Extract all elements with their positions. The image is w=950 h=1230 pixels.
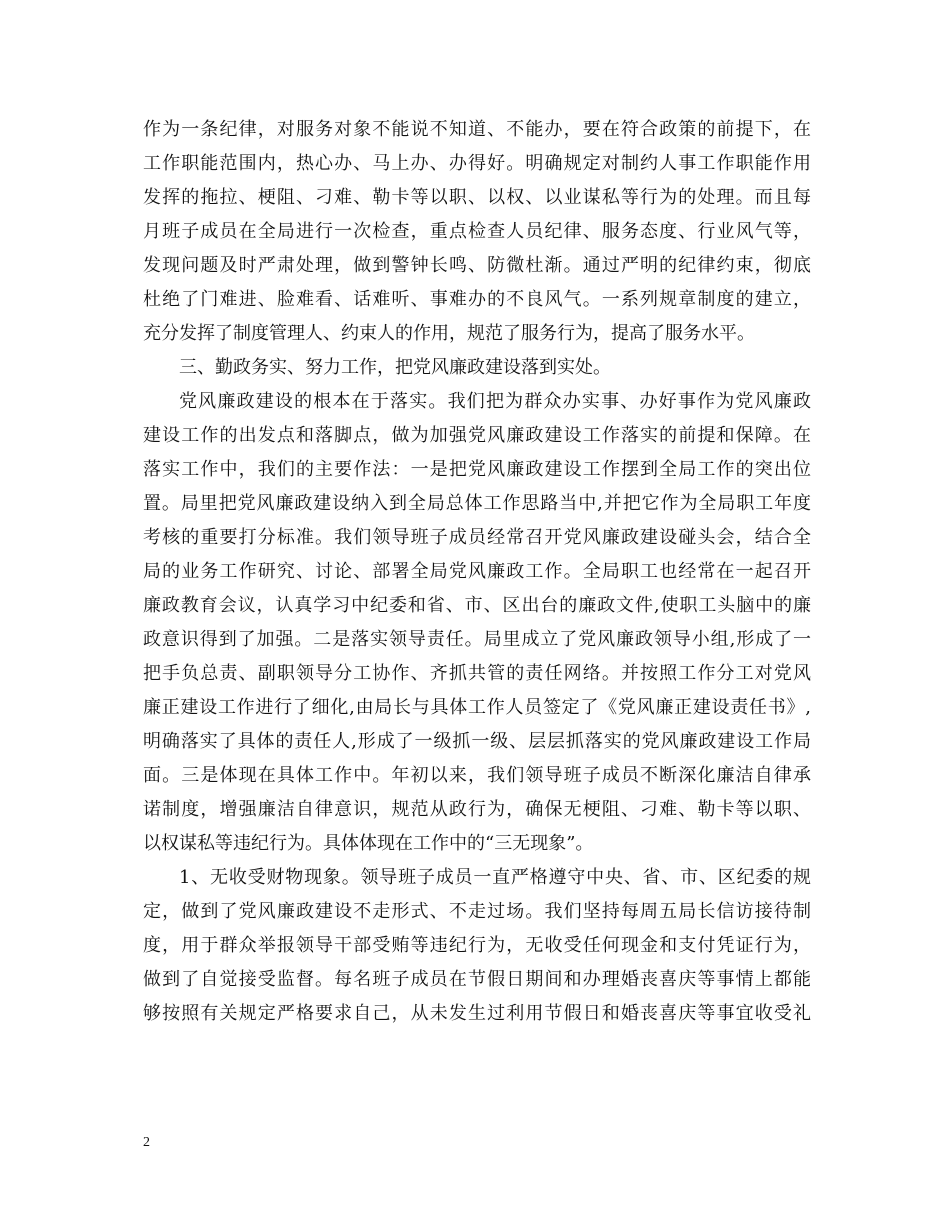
text-line: 工作职能范围内，热心办、马上办、办得好。明确规定对制约人事工作职能作用	[143, 153, 811, 174]
text-line: 作为一条纪律，对服务对象不能说不知道、不能办，要在符合政策的前提下，在	[143, 119, 811, 140]
document-body	[143, 113, 811, 1031]
text-line: 月班子成员在全局进行一次检查，重点检查人员纪律、服务态度、行业风气等，	[143, 221, 811, 242]
page-number: 2	[143, 1135, 150, 1150]
text-line: 以权谋私等违纪行为。具体体现在工作中的“三无现象”。	[143, 833, 594, 854]
text-line: 政意识得到了加强。二是落实领导责任。局里成立了党风廉政领导小组,形成了一	[143, 629, 811, 650]
text-line: 廉政教育会议，认真学习中纪委和省、市、区出台的廉政文件,使职工头脑中的廉	[143, 595, 811, 616]
text-line: 党风廉政建设的根本在于落实。我们把为群众办实事、办好事作为党风廉政	[179, 391, 811, 412]
text-line: 明确落实了具体的责任人,形成了一级抓一级、层层抓落实的党风廉政建设工作局	[143, 731, 811, 752]
text-line: 杜绝了门难进、脸难看、话难听、事难办的不良风气。一系列规章制度的建立，	[143, 289, 811, 310]
text-line: 落实工作中，我们的主要作法：一是把党风廉政建设工作摆到全局工作的突出位	[143, 459, 811, 480]
text-line: 做到了自觉接受监督。每名班子成员在节假日期间和办理婚丧喜庆等事情上都能	[143, 969, 811, 990]
text-line: 定，做到了党风廉政建设不走形式、不走过场。我们坚持每周五局长信访接待制	[143, 901, 811, 922]
section-heading: 三、勤政务实、努力工作，把党风廉政建设落到实处。	[179, 357, 611, 378]
text-line: 置。局里把党风廉政建设纳入到全局总体工作思路当中,并把它作为全局职工年度	[143, 493, 811, 514]
text-line: 1、无收受财物现象。领导班子成员一直严格遵守中央、省、市、区纪委的规	[179, 867, 811, 888]
text-line: 够按照有关规定严格要求自己，从未发生过利用节假日和婚丧喜庆等事宜收受礼	[143, 1003, 811, 1024]
text-line: 面。三是体现在具体工作中。年初以来，我们领导班子成员不断深化廉洁自律承	[143, 765, 811, 786]
text-line: 局的业务工作研究、讨论、部署全局党风廉政工作。全局职工也经常在一起召开	[143, 561, 811, 582]
text-line: 建设工作的出发点和落脚点，做为加强党风廉政建设工作落实的前提和保障。在	[143, 425, 811, 446]
text-line: 度，用于群众举报领导干部受贿等违纪行为，无收受任何现金和支付凭证行为，	[143, 935, 811, 956]
text-line: 考核的重要打分标准。我们领导班子成员经常召开党风廉政建设碰头会，结合全	[143, 527, 811, 548]
text-line: 发挥的拖拉、梗阻、刁难、勒卡等以职、以权、以业谋私等行为的处理。而且每	[143, 187, 811, 208]
text-line: 充分发挥了制度管理人、约束人的作用，规范了服务行为，提高了服务水平。	[143, 323, 755, 344]
text-line: 发现问题及时严肃处理，做到警钟长鸣、防微杜渐。通过严明的纪律约束，彻底	[143, 255, 811, 276]
text-line: 诺制度，增强廉洁自律意识，规范从政行为，确保无梗阻、刁难、勒卡等以职、	[143, 799, 811, 820]
text-line: 把手负总责、副职领导分工协作、齐抓共管的责任网络。并按照工作分工对党风	[143, 663, 811, 684]
text-line: 廉正建设工作进行了细化,由局长与具体工作人员签定了《党风廉正建设责任书》,	[143, 697, 811, 718]
